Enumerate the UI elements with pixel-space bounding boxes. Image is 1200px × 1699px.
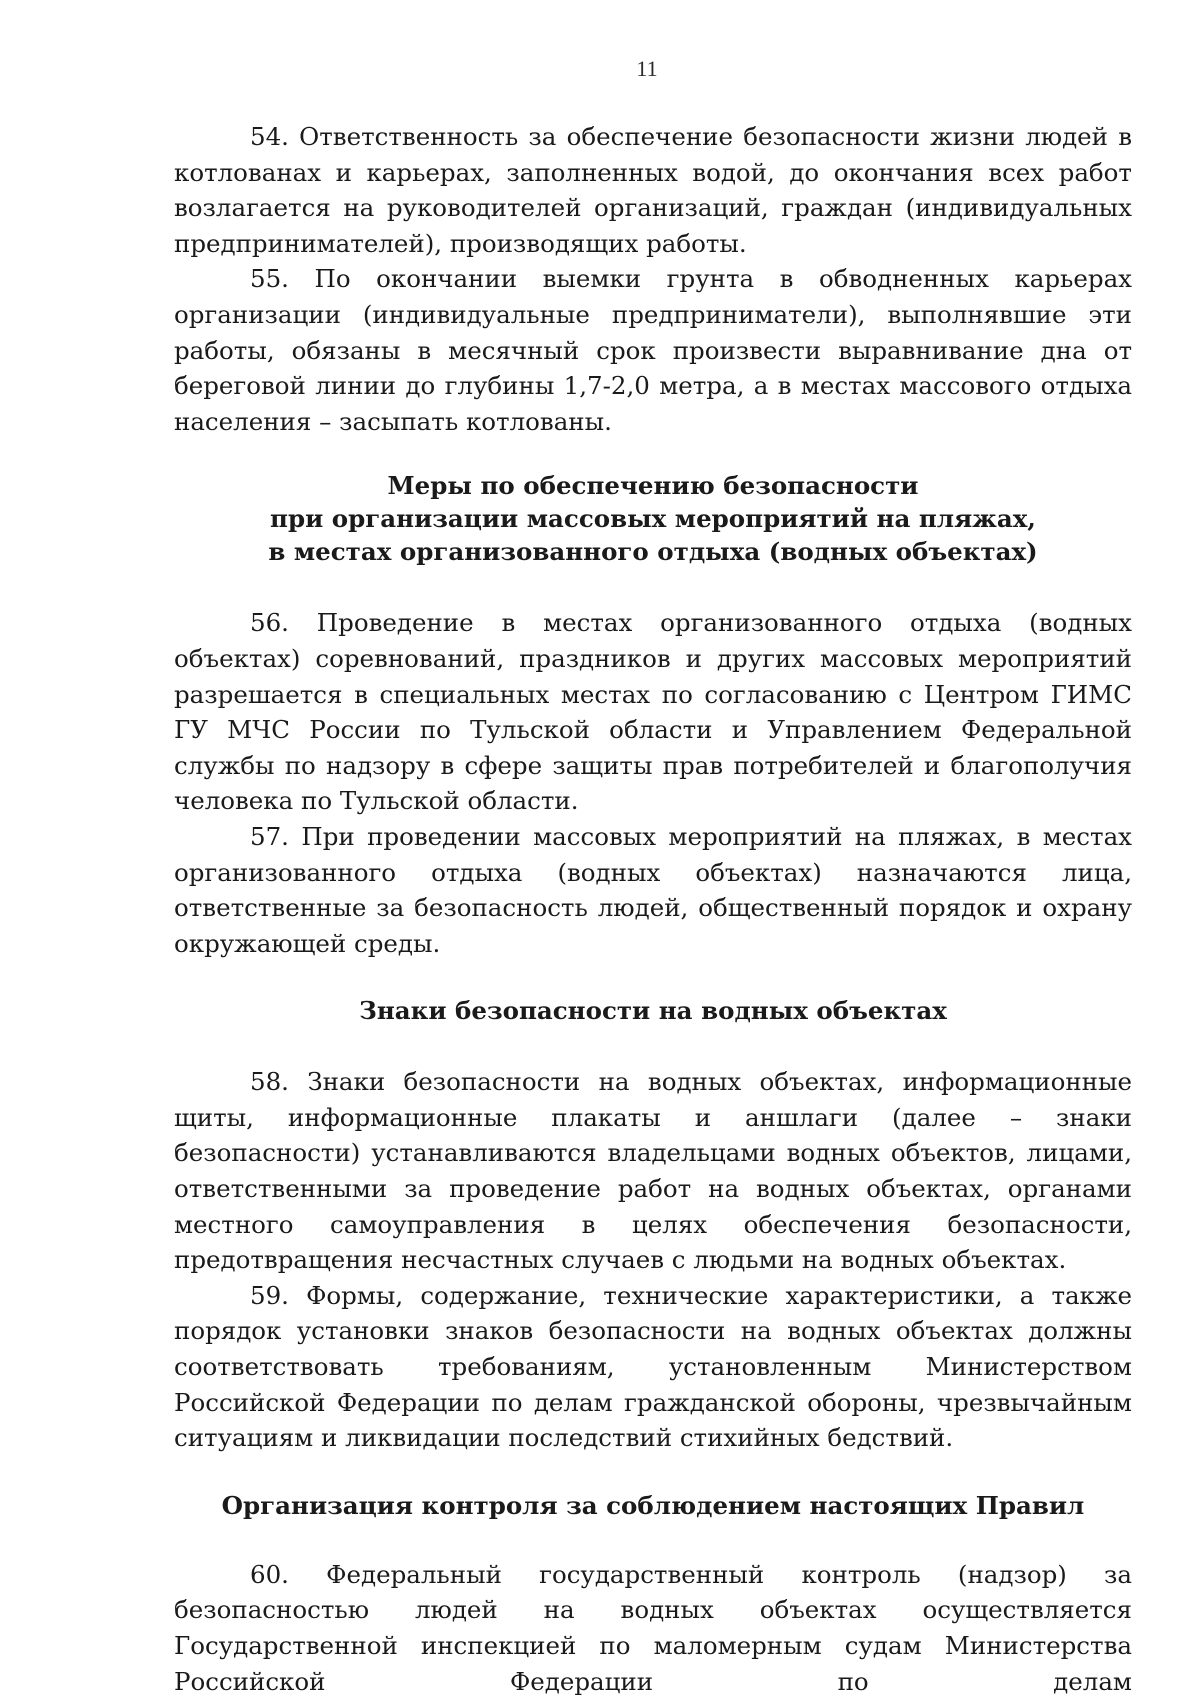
paragraph-56: 56. Проведение в местах организованного отдыха (водных объектах) соревнований, праздников и других массовых мероприятий разрешается в специальных местах по согласованию с Центром ГИМС ГУ МЧС России по Тульской области и Управлением Федеральной службы по надзору в сфере защиты прав потребителей и благополучия человека по Тульской области. — [174, 608, 1132, 816]
paragraph-55: 55. По окончании выемки грунта в обводненных карьерах организации (индивидуальные предприниматели), выполнявшие эти работы, обязаны в месячный срок произвести выравнивание дна от береговой линии до глубины 1,7-2,0 метра, а в местах массового отдыха населения – засыпать котлованы. — [174, 264, 1132, 436]
section-heading-line: Знаки безопасности на водных объектах — [359, 996, 947, 1026]
paragraph-57: 57. При проведении массовых мероприятий на пляжах, в местах организованного отдыха (водных объектах) назначаются лица, ответственные за безопасность людей, общественный порядок и охрану окружающей среды. — [174, 821, 1132, 958]
section-heading-line: Меры по обеспечению безопасности — [387, 471, 919, 501]
section-heading-line: Организация контроля за соблюдением настоящих Правил — [221, 1490, 1085, 1520]
paragraph-60: 60. Федеральный государственный контроль (надзор) за безопасностью людей на водных объектах осуществляется Государственной инспекцией по маломерным судам Министерства Российской Федерации по делам — [174, 1559, 1132, 1696]
paragraph-59: 59. Формы, содержание, технические характеристики, а также порядок установки знаков безопасности на водных объектах должны соответствовать требованиям, установленным Министерством Российской Федерации по делам гражданской обороны, чрезвычайным ситуациям и ликвидации последствий стихийных бедствий. — [174, 1280, 1132, 1453]
document-body — [174, 119, 1132, 1699]
section-heading-control — [174, 1489, 1132, 1522]
paragraph-58: 58. Знаки безопасности на водных объектах, информационные щиты, информационные плакаты и аншлаги (далее – знаки безопасности) устанавливаются владельцами водных объектов, лицами, ответственными за проведение работ на водных объектах, органами местного самоуправления в целях обеспечения безопасности, предотвращения несчастных случаев с людьми на водных объектах. — [174, 1067, 1132, 1275]
section-heading-mass-events — [174, 469, 1132, 568]
section-heading-line: при организации массовых мероприятий на пляжах, — [270, 504, 1036, 534]
page-number: 11 — [636, 56, 658, 81]
section-heading-line: в местах организованного отдыха (водных объектах) — [268, 537, 1038, 567]
paragraph-54: 54. Ответственность за обеспечение безопасности жизни людей в котлованах и карьерах, заполненных водой, до окончания всех работ возлагается на руководителей организаций, граждан (индивидуальных предпринимателей), производящих работы. — [174, 122, 1132, 258]
section-heading-safety-signs — [174, 994, 1132, 1027]
